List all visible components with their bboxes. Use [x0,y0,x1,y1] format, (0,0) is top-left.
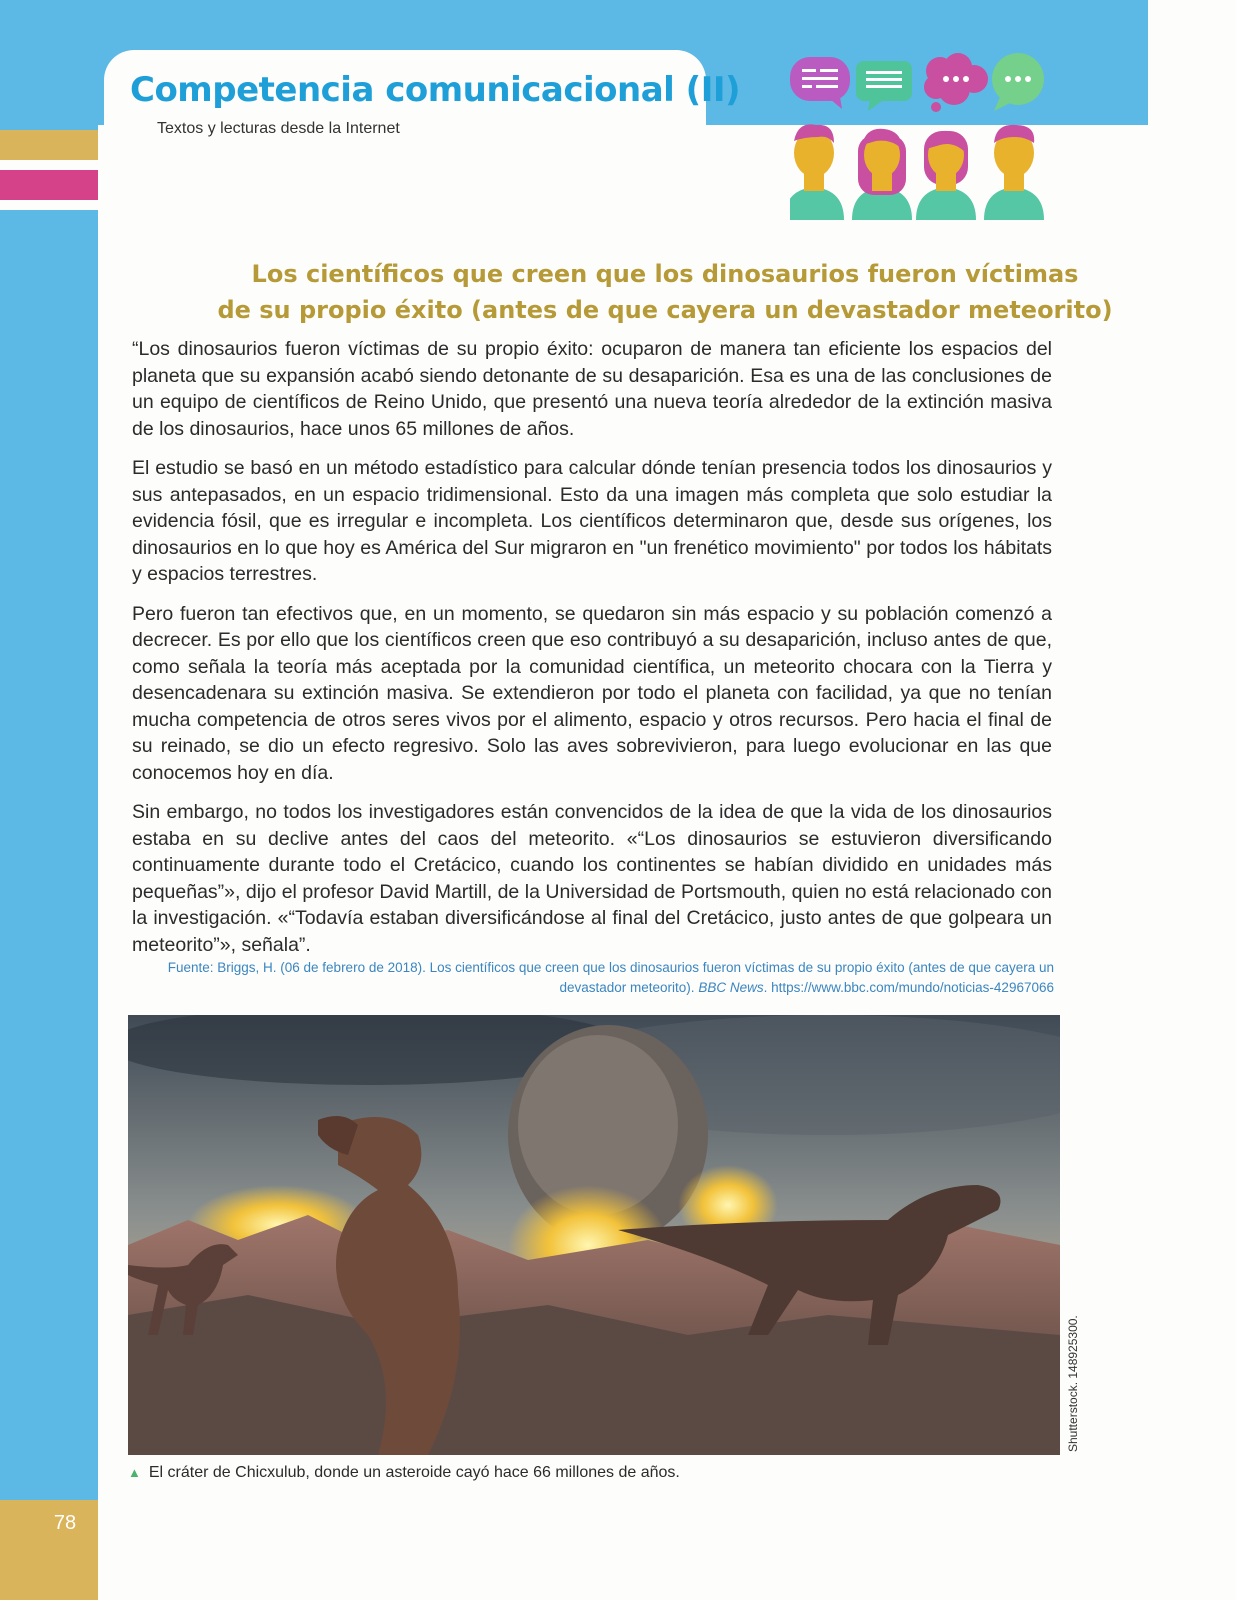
person-icon [790,124,844,220]
triangle-bullet-icon: ▲ [128,1465,141,1480]
source-url: . https://www.bbc.com/mundo/noticias-42967066 [763,980,1054,995]
ellipsis-bubble-icon [992,53,1044,111]
article-paragraph: Pero fueron tan efectivos que, en un momento, se quedaron sin más espacio y su población comenzó a decrecer. Es por ello que los científicos creen que eso contribuyó a su desaparición, incluso antes de que, como señala la teoría más aceptada por la comunidad científica, un meteorito chocara con la Tierra y desencadenara su extinción masiva. Se extendieron por todo el planeta con facilidad, ya que no tenían mucha competencia de otros seres vivos por el alimento, espacio y otros recursos. Pero hacia el final de su reinado, se dio un efecto regresivo. Solo las aves sobrevivieron, para luego evolucionar en las que conocemos hoy en día. [132,602,1052,784]
person-icon [984,125,1044,220]
thought-bubble-icon [924,53,988,112]
photo-credit: Shutterstock. 148925300. [1066,1315,1080,1452]
speech-bubble-icon [790,57,850,109]
source-citation [132,958,1054,998]
sidebar-pink-bar [0,170,98,200]
left-sidebar [0,0,98,1600]
source-publication: BBC News [698,980,764,995]
communication-illustration [790,45,1070,230]
page-number: 78 [53,1512,77,1534]
sidebar-divider [0,200,98,210]
article-title [130,256,1200,328]
sidebar-gold-bar [0,130,98,160]
figure-caption [128,1464,680,1482]
article-paragraph: Sin embargo, no todos los investigadores están convencidos de la idea de que la vida de los dinosaurios estaba en su declive antes del caos del meteorito. «“Los dinosaurios se estuvieron diversificando continuamente durante todo el Cretácico, cuando los continentes se habían dividido en unidades más pequeñas”», dijo el profesor David Martill, de la Universidad de Portsmouth, quien no está relacionado con la investigación. «“Todavía estaban diversificándose al final del Cretácico, justo antes de que golpeara un meteorito”», señala”. [132,801,1052,956]
article-paragraph: El estudio se basó en un método estadístico para calcular dónde tenían presencia todos los dinosaurios y sus antepasados, en un espacio tridimensional. Esto da una imagen más completa que solo estudiar la evidencia fósil, que es irregular e incompleta. Los científicos determinaron que, desde sus orígenes, los dinosaurios en lo que hoy es América del Sur migraron en "un frenético movimiento" por todos los hábitats y espacios terrestres. [132,457,1052,585]
dinosaur-meteor-photo [128,1015,1060,1455]
source-prefix: Fuente: Briggs, H. (06 de febrero de 2018). Los científicos que creen que los dinosaurios fueron víctimas de su propio éxito (antes de que cayera un devastador meteorito). [167,960,1054,995]
sidebar-divider [0,160,98,170]
person-icon [916,131,976,220]
article-paragraph: “Los dinosaurios fueron víctimas de su propio éxito: ocuparon de manera tan eficiente los espacios del planeta que su expansión acabó siendo detonante de su desaparición. Esa es una de las conclusiones de un equipo de científicos de Reino Unido, que presentó una nueva teoría alrededor de la extinción masiva de los dinosaurios, hace unos 65 millones de años. [132,338,1052,440]
chat-bubble-icon [856,61,912,111]
caption-text: El cráter de Chicxulub, donde un asteroide cayó hace 66 millones de años. [148,1464,680,1481]
person-icon [852,129,912,220]
article-title-line: de su propio éxito (antes de que cayera un devastador meteorito) [217,296,1113,324]
article-title-line: Los científicos que creen que los dinosaurios fueron víctimas [251,260,1079,288]
article-body [132,336,1052,971]
right-margin [1148,0,1236,1600]
section-title: Competencia comunicacional (II) [130,70,741,110]
section-subtitle: Textos y lecturas desde la Internet [157,120,400,137]
